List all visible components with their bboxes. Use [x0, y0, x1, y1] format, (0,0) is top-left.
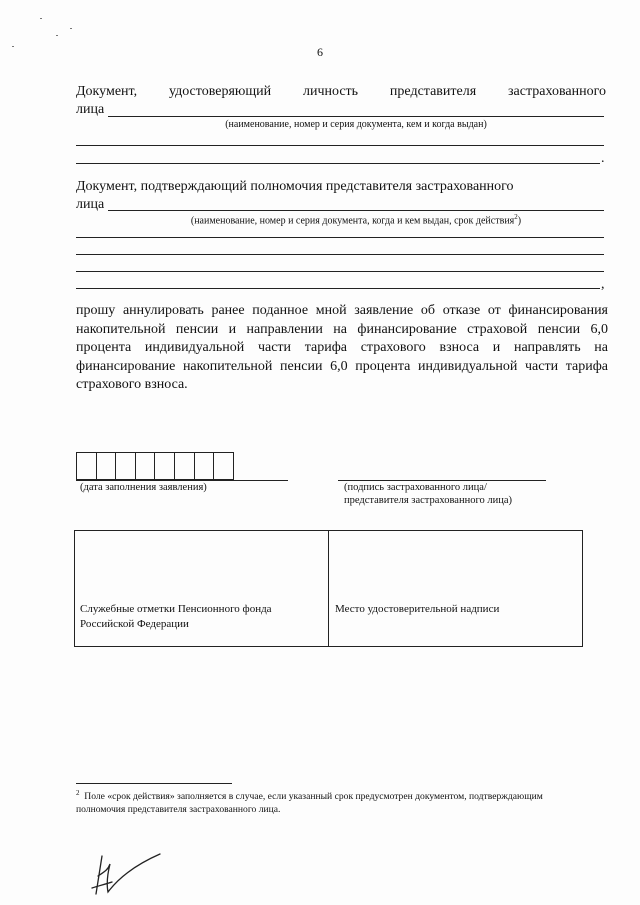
signature-label — [344, 481, 512, 507]
heading-word: представителя — [389, 84, 477, 99]
footnote-number: 2 — [76, 789, 80, 797]
request-paragraph: прошу аннулировать ранее поданное мной заявление об отказе от финансирования накопительной пенсии и направлении на финансирование страховой пенсии 6,0 процента индивидуальной части тарифа страхового взноса и направлять на финансирование накопительной пенсии 6,0 процента индивидуальной части тарифа страхового взноса. — [76, 303, 608, 392]
date-digit-box[interactable] — [76, 452, 97, 480]
notary-cell[interactable] — [329, 531, 582, 646]
footnote-text: Поле «срок действия» заполняется в случае, если указанный срок предусмотрен документом, подтверждающим — [84, 791, 543, 803]
footnote — [76, 787, 606, 816]
authority-doc-field-line[interactable] — [76, 271, 604, 272]
footnote-ref: 2 — [514, 213, 518, 221]
scan-speck — [56, 35, 58, 36]
pfr-marks-cell[interactable] — [75, 531, 329, 646]
authority-doc-field-line[interactable] — [108, 210, 604, 211]
representative-id-end-mark: . — [601, 151, 605, 166]
representative-id-lead: лица — [76, 102, 105, 117]
heading-word: Документ, — [76, 84, 138, 99]
authority-doc-hint — [108, 213, 604, 226]
date-digit-box[interactable] — [174, 452, 195, 480]
representative-id-hint: (наименование, номер и серия документа, кем и когда выдан) — [225, 119, 487, 130]
representative-id-heading — [76, 83, 606, 101]
date-underline — [76, 480, 288, 481]
authority-doc-heading: Документ, подтверждающий полномочия представителя застрахованного — [76, 179, 514, 194]
scan-speck — [40, 18, 42, 19]
signature-label-line: представителя застрахованного лица) — [344, 495, 513, 506]
authority-doc-end-mark: , — [601, 277, 605, 292]
pfr-marks-label — [80, 602, 272, 632]
date-digit-box[interactable] — [115, 452, 136, 480]
page-number: 6 — [317, 45, 323, 59]
pfr-marks-label-line: Служебные отметки Пенсионного фонда — [80, 603, 272, 615]
footnote-line: полномочия представителя застрахованного лица. — [76, 804, 281, 816]
representative-id-field-line[interactable] — [76, 163, 600, 164]
date-input-boxes[interactable] — [76, 452, 234, 480]
date-label: (дата заполнения заявления) — [80, 482, 207, 493]
representative-id-field-line[interactable] — [108, 116, 604, 117]
date-digit-box[interactable] — [194, 452, 215, 480]
representative-id-field-line[interactable] — [76, 145, 604, 146]
heading-word: застрахованного — [508, 84, 606, 99]
date-digit-box[interactable] — [154, 452, 175, 480]
authority-doc-field-line[interactable] — [76, 237, 604, 238]
notary-label: Место удостоверительной надписи — [335, 603, 500, 615]
authority-doc-hint-close: ) — [517, 215, 522, 227]
date-digit-box[interactable] — [135, 452, 156, 480]
official-marks-table — [74, 530, 583, 647]
authority-doc-field-line[interactable] — [76, 288, 600, 289]
heading-word: удостоверяющий — [168, 84, 272, 99]
authority-doc-field-line[interactable] — [76, 254, 604, 255]
date-digit-box[interactable] — [213, 452, 234, 480]
footnote-separator — [76, 783, 232, 784]
pfr-marks-label-line: Российской Федерации — [80, 618, 189, 630]
date-digit-box[interactable] — [96, 452, 117, 480]
footnote-line — [76, 787, 606, 803]
heading-word: личность — [302, 84, 359, 99]
authority-doc-lead: лица — [76, 197, 105, 212]
authority-doc-hint-text: (наименование, номер и серия документа, когда и кем выдан, срок действия — [190, 215, 515, 227]
scan-speck — [70, 28, 72, 29]
signature-label-line: (подпись застрахованного лица/ — [344, 482, 487, 493]
handwritten-initials — [88, 848, 168, 900]
